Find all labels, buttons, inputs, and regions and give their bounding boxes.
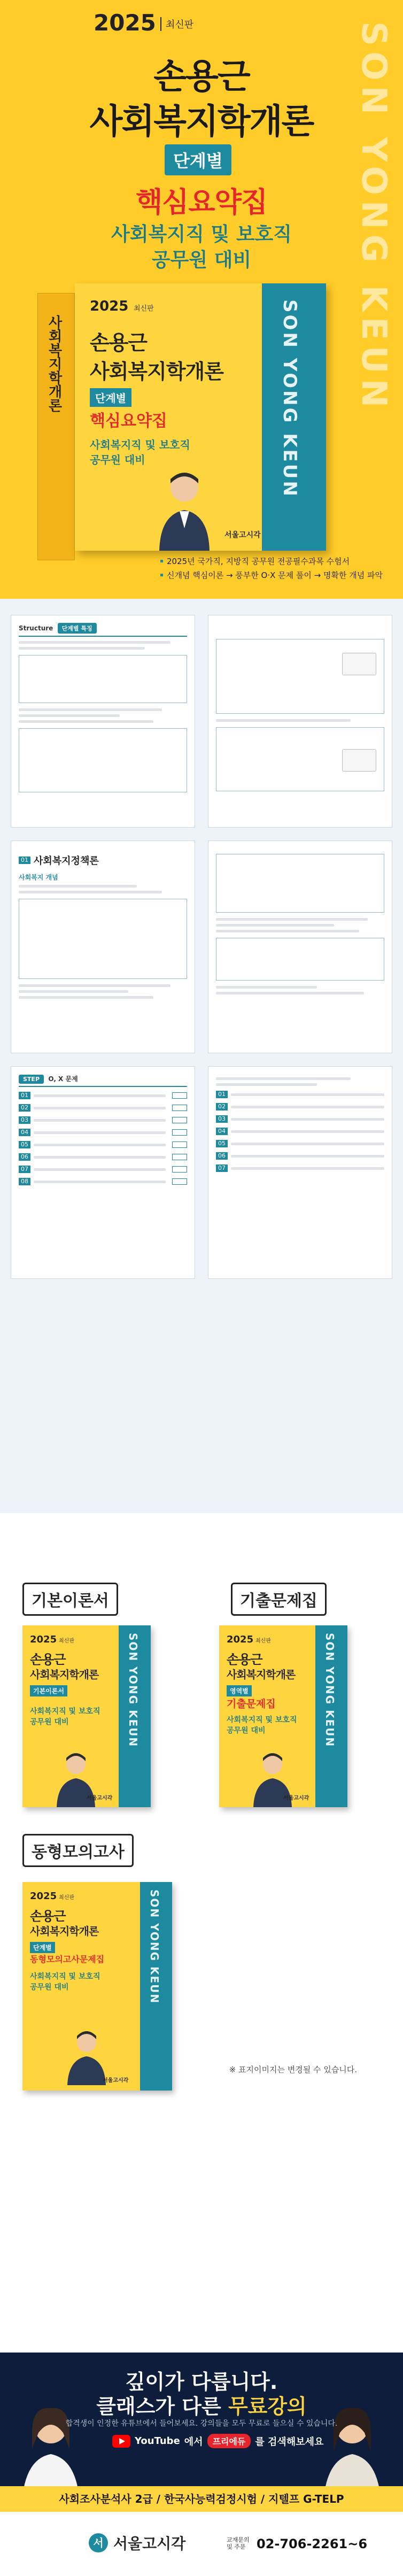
book-year: 2025 bbox=[90, 298, 129, 314]
book-subtitle-line2: 공무원 대비 bbox=[90, 453, 145, 466]
hero-title-line2: 사회복지학개론 bbox=[89, 102, 314, 142]
book-edition: 최신판 bbox=[134, 305, 154, 313]
youtube-search-prompt[interactable]: YouTube 에서 프리에듀 를 검색해보세요 bbox=[112, 2434, 323, 2448]
footer bbox=[0, 2512, 403, 2576]
publisher-logo-icon: 서 bbox=[89, 2533, 108, 2552]
hero-red-title: 핵심요약집 bbox=[135, 187, 268, 219]
youtube-label: YouTube bbox=[135, 2435, 180, 2447]
preview-page-ox-answers: 01 02 03 04 05 06 07 bbox=[208, 1066, 392, 1279]
preview-ox-header bbox=[19, 1074, 187, 1087]
series-tag-basic: 기본이론서 bbox=[22, 1583, 118, 1616]
author-photo bbox=[65, 2026, 108, 2085]
preview-ox-badge: STEP bbox=[19, 1075, 44, 1084]
preview-structure-label: Structure bbox=[19, 624, 53, 632]
preview-grid bbox=[11, 615, 392, 1279]
preview-page-structure-2 bbox=[208, 615, 392, 828]
preview-ox-title: O, X 문제 bbox=[48, 1075, 78, 1083]
lecture-title-line1: 깊이가 다릅니다. bbox=[125, 2370, 278, 2394]
series-book-badge: 단계별 bbox=[30, 1942, 55, 1953]
hero-badge: 단계별 bbox=[165, 144, 231, 175]
publisher-logo[interactable] bbox=[89, 2532, 185, 2554]
book-spine bbox=[37, 293, 75, 560]
book-stripe-text: SON YONG KEUN bbox=[279, 299, 300, 498]
chapter-number-icon: 01 bbox=[19, 857, 30, 864]
series-tag-mock: 동형모의고사 bbox=[22, 1834, 134, 1867]
preview-unit-title: 사회복지정책론 bbox=[34, 855, 99, 867]
series-book-red-title: 동형모의고사문제집 bbox=[30, 1954, 105, 1964]
publisher-name: 서울고시각 bbox=[113, 2535, 186, 2552]
cover-change-notice: ※ 표지이미지는 변경될 수 있습니다. bbox=[229, 2065, 357, 2074]
book-publisher: 서울고시각 bbox=[224, 531, 261, 539]
preview-section-title: 사회복지 개념 bbox=[19, 874, 58, 881]
author-photo bbox=[155, 465, 214, 551]
preview-page-diagram bbox=[208, 840, 392, 1053]
lecture-banner[interactable] bbox=[0, 2353, 403, 2512]
series-tag-exam: 기출문제집 bbox=[231, 1583, 327, 1616]
hero-year: 2025 bbox=[94, 10, 156, 36]
hero-feature-item: 신개념 핵심이론 → 풍부한 O·X 문제 풀이 → 명확한 개념 파악 bbox=[160, 570, 390, 581]
book-badge: 단계별 bbox=[90, 388, 131, 407]
hero-title-line1: 손용근 bbox=[153, 57, 250, 97]
series-book-basic[interactable]: SON YONG KEUN 2025 최신판 손용근 사회복지학개론 기본이론서 사회복지직 및 보호직 공무원 대비 서울고시각 bbox=[22, 1625, 151, 1807]
book-front bbox=[75, 283, 326, 551]
order-label: 교재문의 및 주문 bbox=[227, 2536, 250, 2551]
preview-page-structure bbox=[11, 615, 195, 828]
hero-subtitle-line2: 공무원 대비 bbox=[151, 249, 252, 271]
lecture-description: 합격생이 인정한 유튜브에서 들어보세요. 강의들을 모두 무료로 들으실 수 있습니다. bbox=[65, 2419, 338, 2428]
preview-section bbox=[0, 599, 403, 1513]
series-book-red-title: 기출문제집 bbox=[227, 1698, 276, 1710]
preview-structure-header bbox=[19, 623, 187, 637]
series-book-exam[interactable]: SON YONG KEUN 2025 최신판 손용근 사회복지학개론 영역별 기출문제집 사회복지직 및 보호직 공무원 대비 서울고시각 bbox=[219, 1625, 347, 1807]
series-book-badge: 기본이론서 bbox=[30, 1685, 67, 1696]
book-title-line2: 사회복지학개론 bbox=[90, 360, 223, 383]
lecture-title-line2: 클래스가 다른 무료강의 bbox=[96, 2395, 307, 2418]
book-stripe bbox=[262, 283, 326, 551]
preview-structure-badge: 단계별 특징 bbox=[58, 623, 97, 634]
book-subtitle-line1: 사회복지직 및 보호직 bbox=[90, 438, 190, 451]
series-book-badge: 영역별 bbox=[227, 1685, 252, 1696]
order-phone[interactable]: 02-706-2261~6 bbox=[257, 2536, 368, 2551]
hero-feature-item: 2025년 국가직, 지방직 공무원 전공필수과목 수험서 bbox=[160, 556, 390, 567]
hero-vertical-text: SON YONG KEUN bbox=[354, 21, 393, 413]
hero-subtitle-line1: 사회복지직 및 보호직 bbox=[111, 223, 292, 245]
book-spine-title: 사회복지학개론 bbox=[46, 315, 62, 412]
free-edu-pill: 프리에듀 bbox=[207, 2434, 251, 2448]
book-red-title: 핵심요약집 bbox=[90, 412, 167, 430]
preview-page-ox: STEP O, X 문제 01 02 03 04 05 06 07 08 bbox=[11, 1066, 195, 1279]
book-title-line1: 손용근 bbox=[90, 331, 148, 354]
free-lecture-highlight: 무료강의 bbox=[228, 2395, 307, 2418]
hero-feature-list bbox=[160, 556, 390, 584]
series-book-mock[interactable]: SON YONG KEUN 2025 최신판 손용근 사회복지학개론 단계별 동형모의고사문제집 사회복지직 및 보호직 공무원 대비 서울고시각 bbox=[22, 1882, 172, 2091]
youtube-icon bbox=[112, 2435, 130, 2448]
hero-edition: 최신판 bbox=[160, 17, 193, 31]
preview-page-theory bbox=[11, 840, 195, 1053]
hero-book-cover bbox=[37, 283, 326, 561]
series-section bbox=[0, 1513, 403, 2353]
lecture-subjects-bar: 사회조사분석사 2급 / 한국사능력검정시험 / 지텔프 G-TELP bbox=[0, 2486, 403, 2512]
hero-section bbox=[0, 0, 403, 599]
